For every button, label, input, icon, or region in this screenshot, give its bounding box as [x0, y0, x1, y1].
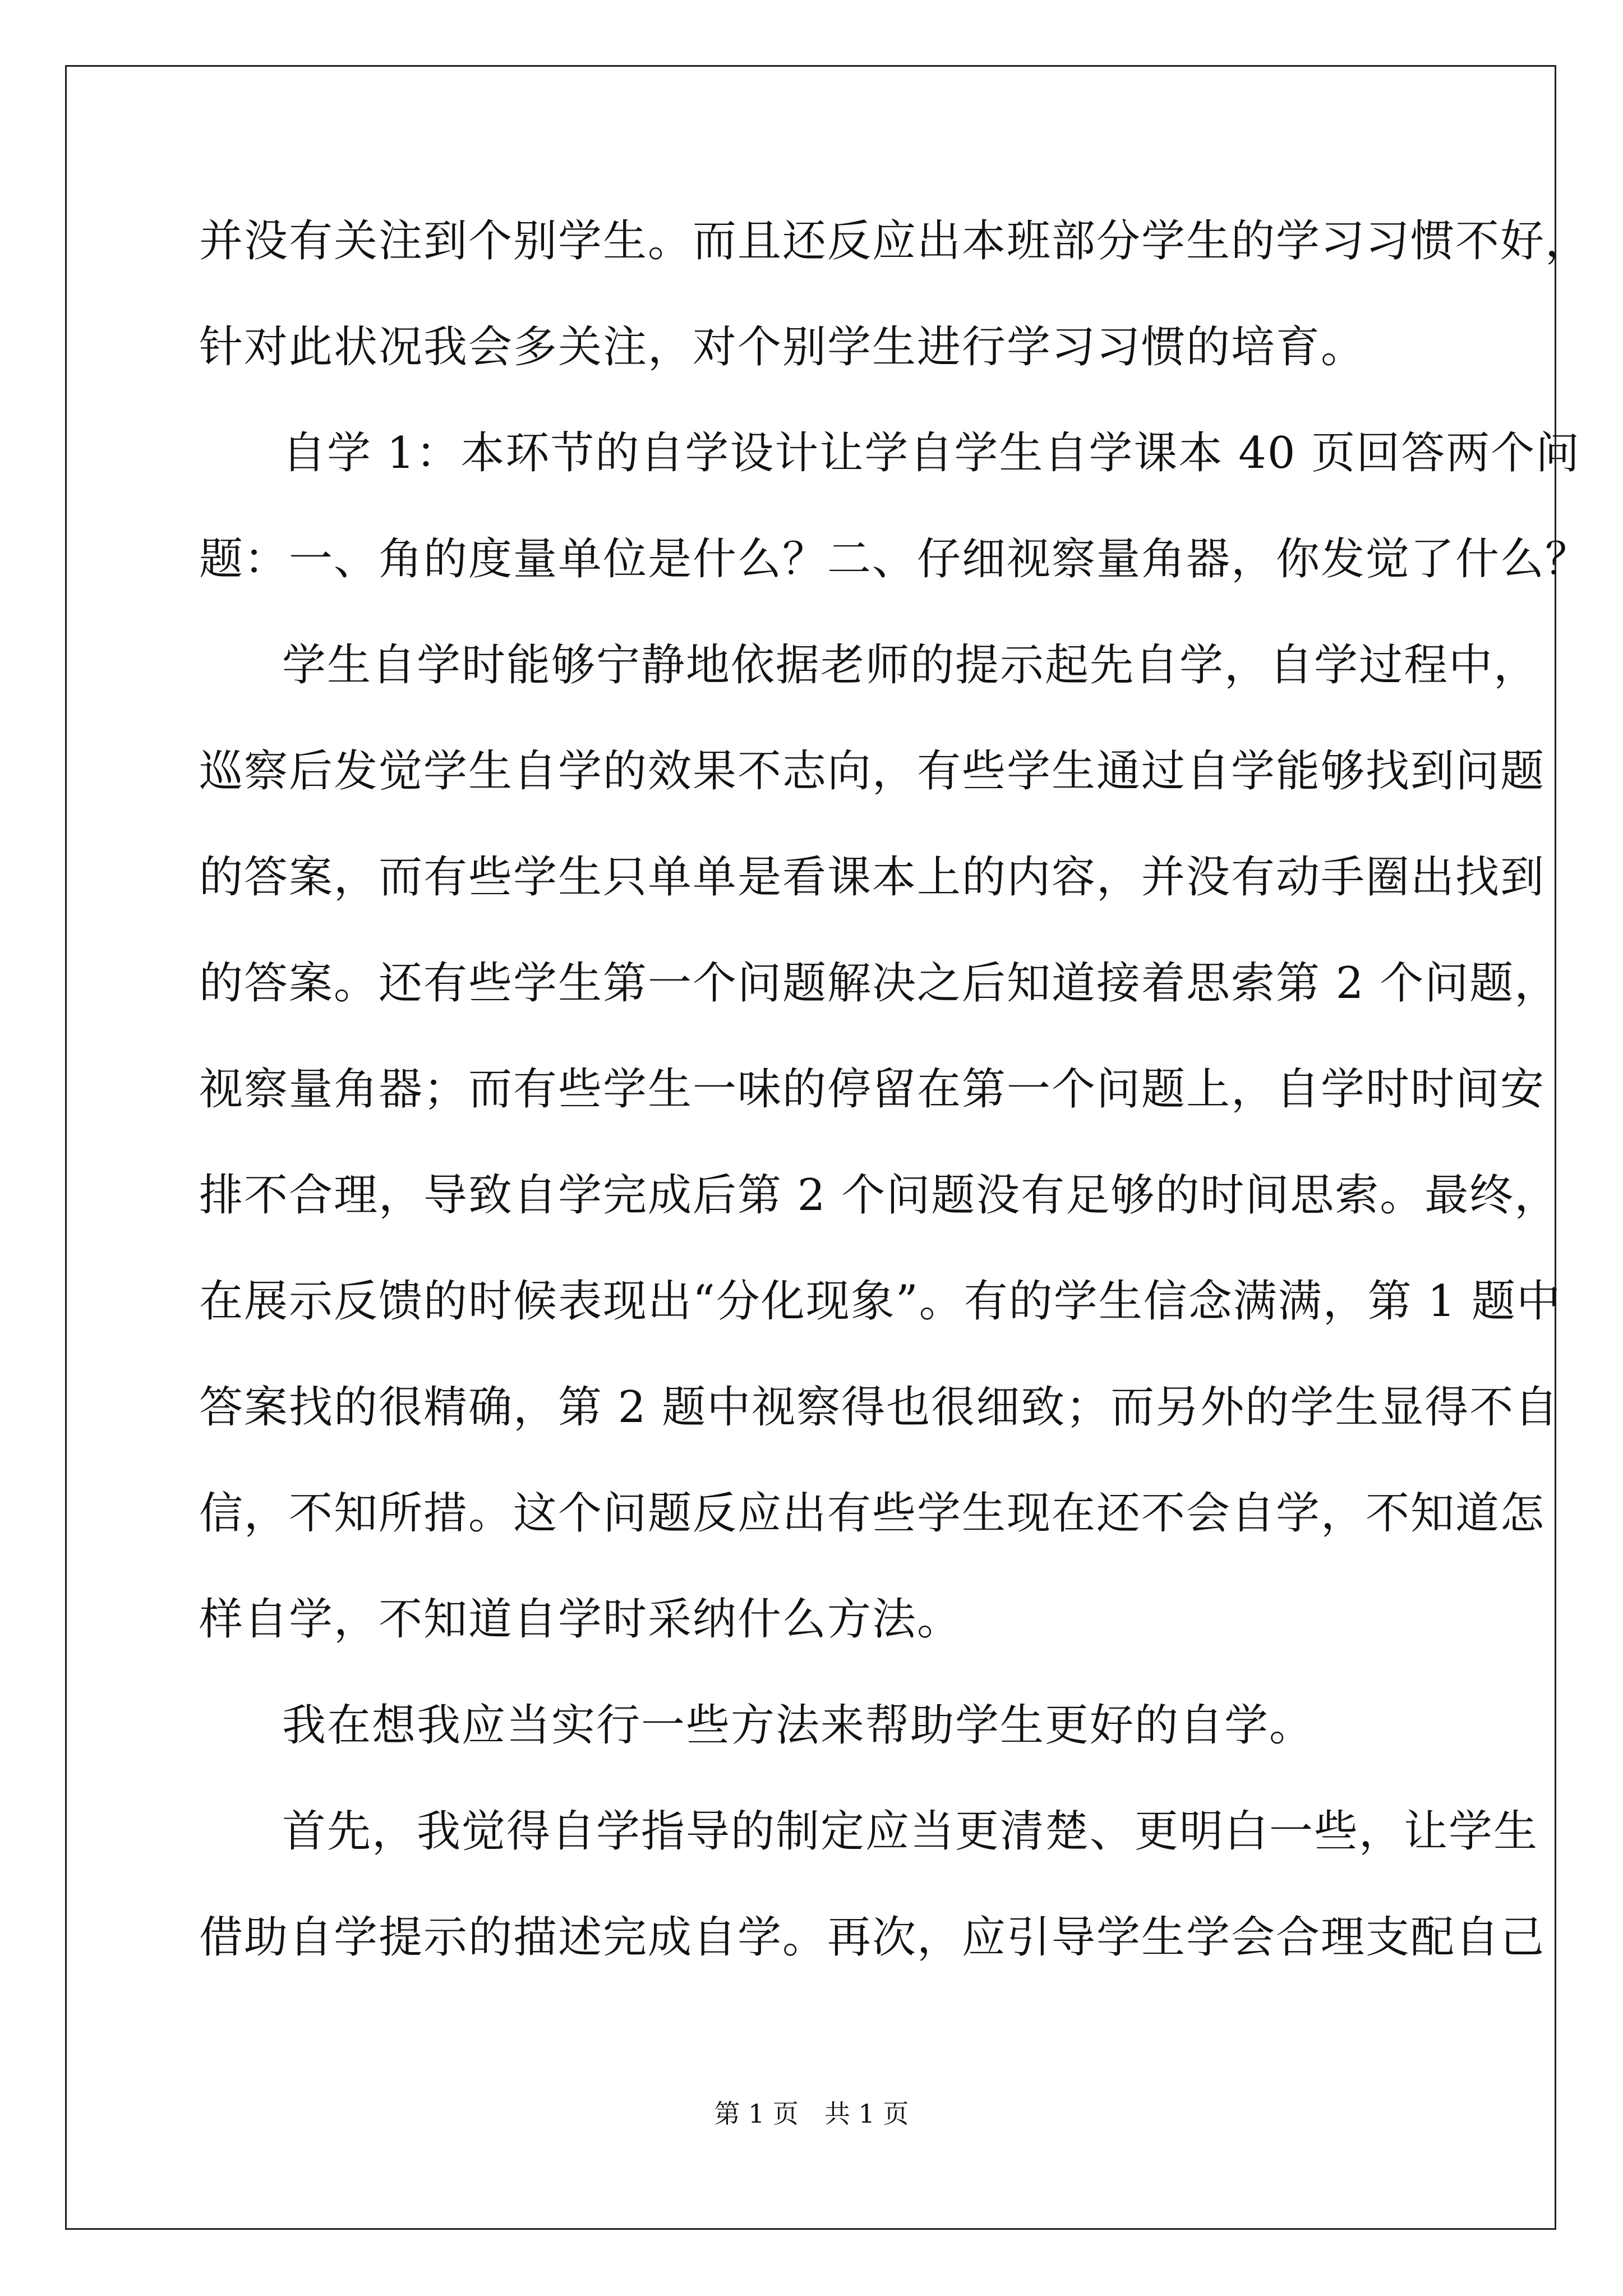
text-line: 在展示反馈的时候表现出“分化现象”。有的学生信念满满，第 1 题中: [199, 1276, 1561, 1327]
text-line: 首先，我觉得自学指导的制定应当更清楚、更明白一些，让学生: [282, 1806, 1539, 1857]
text-line: 自学 1：本环节的自学设计让学自学生自学课本 40 页回答两个问: [282, 428, 1581, 478]
text-line: 排不合理，导致自学完成后第 2 个问题没有足够的时间思索。最终，: [199, 1170, 1560, 1221]
text-line: 借助自学提示的描述完成自学。再次，应引导学生学会合理支配自己: [199, 1912, 1546, 1963]
text-line: 我在想我应当实行一些方法来帮助学生更好的自学。: [282, 1700, 1315, 1751]
text-line: 视察量角器；而有些学生一味的停留在第一个问题上，自学时时间安: [199, 1064, 1546, 1115]
text-line: 的答案，而有些学生只单单是看课本上的内容，并没有动手圈出找到: [199, 852, 1546, 903]
text-line: 巡察后发觉学生自学的效果不志向，有些学生通过自学能够找到问题: [199, 746, 1546, 797]
text-line: 的答案。还有些学生第一个问题解决之后知道接着思索第 2 个问题，: [199, 958, 1560, 1009]
text-line: 样自学，不知道自学时采纳什么方法。: [199, 1594, 962, 1645]
text-line: 信，不知所措。这个问题反应出有些学生现在还不会自学，不知道怎: [199, 1488, 1546, 1539]
page-border: [65, 65, 1556, 2230]
page-footer: 第 1 页 共 1 页: [714, 2099, 909, 2129]
text-line: 学生自学时能够宁静地依据老师的提示起先自学，自学过程中，: [282, 640, 1539, 691]
text-line: 答案找的很精确，第 2 题中视察得也很细致；而另外的学生显得不自: [199, 1382, 1560, 1433]
text-line: 针对此状况我会多关注，对个别学生进行学习习惯的培育。: [199, 322, 1366, 372]
text-line: 并没有关注到个别学生。而且还反应出本班部分学生的学习习惯不好，: [199, 216, 1590, 266]
text-line: 题：一、角的度量单位是什么？二、仔细视察量角器，你发觉了什么？: [199, 534, 1590, 585]
